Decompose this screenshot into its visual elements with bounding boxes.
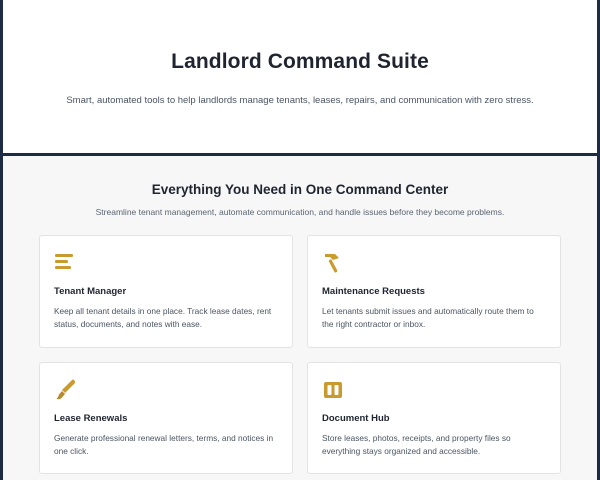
feature-card-document-hub[interactable]: [307, 362, 561, 475]
feature-card-lease-renewals[interactable]: [39, 362, 293, 475]
feature-card-text: Keep all tenant details in one place. Track lease dates, rent status, documents, and notes with ease.: [54, 306, 272, 329]
feature-card-title: Document Hub: [322, 412, 390, 424]
page-title: Landlord Command Suite: [171, 50, 429, 73]
feature-card-title: Lease Renewals: [54, 412, 128, 424]
features-section: [3, 156, 597, 480]
features-subheading: Streamline tenant management, automate communication, and handle issues before they become problems.: [95, 207, 505, 217]
feature-card-grid: [39, 235, 561, 474]
hero-subtitle: Smart, automated tools to help landlords manage tenants, leases, repairs, and communication with zero stress.: [66, 95, 534, 106]
feature-card-text: Generate professional renewal letters, terms, and notices in one click.: [54, 432, 274, 456]
feature-card-text: Store leases, photos, receipts, and property files so everything stays organized and accessible.: [322, 432, 511, 456]
paintbrush-icon: [54, 377, 278, 403]
feature-card-tenant-manager[interactable]: [39, 235, 293, 348]
feature-card-title: Tenant Manager: [54, 286, 127, 297]
list-lines-icon: [54, 250, 278, 276]
hero-section: [3, 0, 597, 156]
feature-card-title: Maintenance Requests: [322, 286, 425, 297]
hammer-icon: [322, 250, 546, 276]
feature-card-maintenance-requests[interactable]: [307, 235, 561, 348]
folder-columns-icon: [322, 377, 546, 403]
feature-card-text: Let tenants submit issues and automatically route them to the right contractor or inbox.: [322, 306, 534, 329]
features-heading: Everything You Need in One Command Center: [151, 182, 449, 197]
